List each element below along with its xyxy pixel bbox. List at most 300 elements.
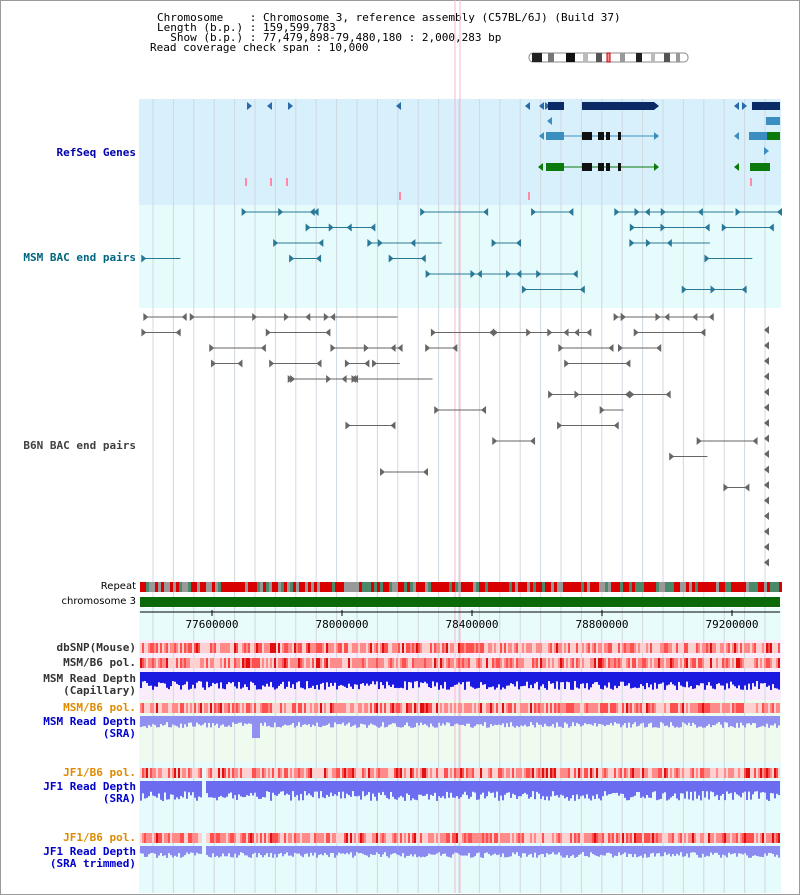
polymorphism-density [612, 658, 614, 668]
polymorphism-density [622, 768, 624, 778]
read-depth-bar [140, 716, 142, 727]
b6n-bac-label[interactable]: B6N BAC end pairs [23, 439, 136, 452]
read-depth-bar [268, 781, 270, 792]
polymorphism-density [236, 658, 238, 668]
polymorphism-density [472, 658, 474, 668]
polymorphism-density [704, 833, 706, 843]
polymorphism-density [454, 658, 456, 668]
repeat-segment [491, 582, 494, 592]
gene-exon [766, 117, 780, 125]
read-depth-bar [158, 781, 160, 794]
polymorphism-density [432, 768, 434, 778]
polymorphism-density [572, 833, 574, 843]
polymorphism-density [414, 703, 416, 713]
polymorphism-density [256, 833, 258, 843]
polymorphism-density [566, 833, 568, 843]
polymorphism-density [398, 833, 400, 843]
polymorphism-density [156, 768, 158, 778]
polymorphism-density [544, 703, 546, 713]
polymorphism-density [382, 768, 384, 778]
read-depth-bar [674, 716, 676, 728]
polymorphism-density [652, 833, 654, 843]
polymorphism-density [298, 703, 300, 713]
read-depth-bar [380, 672, 382, 682]
polymorphism-density [184, 833, 186, 843]
read-depth-bar [262, 781, 264, 797]
dbsnp-label: dbSNP(Mouse) [56, 641, 136, 654]
polymorphism-density [604, 768, 606, 778]
polymorphism-density [210, 703, 212, 713]
polymorphism-density [686, 833, 688, 843]
polymorphism-density [228, 658, 230, 668]
read-depth-bar [518, 846, 520, 856]
read-depth-bar [736, 672, 738, 688]
polymorphism-density [622, 703, 624, 713]
polymorphism-density [678, 768, 680, 778]
read-depth-bar [426, 781, 428, 794]
read-depth-bar [586, 716, 588, 724]
polymorphism-density [328, 643, 330, 653]
polymorphism-density [656, 703, 658, 713]
polymorphism-density [532, 768, 534, 778]
read-depth-bar [750, 672, 752, 690]
polymorphism-density [702, 658, 704, 668]
polymorphism-density [348, 833, 350, 843]
polymorphism-density [614, 643, 616, 653]
read-depth-bar [278, 781, 280, 794]
polymorphism-density [256, 768, 258, 778]
polymorphism-density [260, 658, 262, 668]
repeat-segment [524, 582, 527, 592]
read-depth-bar [148, 846, 150, 854]
read-depth-bar [544, 716, 546, 724]
polymorphism-density [196, 768, 198, 778]
read-depth-bar [276, 781, 278, 796]
read-depth-bar [156, 716, 158, 727]
bac-end [143, 313, 148, 321]
polymorphism-density [198, 768, 200, 778]
read-depth-bar [184, 672, 186, 684]
polymorphism-density [436, 703, 438, 713]
polymorphism-density [714, 833, 716, 843]
read-depth-bar [628, 846, 630, 854]
read-depth-bar [690, 716, 692, 726]
polymorphism-density [510, 768, 512, 778]
read-depth-bar [512, 781, 514, 794]
polymorphism-density [448, 703, 450, 713]
read-depth-bar [670, 846, 672, 856]
read-depth-bar [298, 781, 300, 800]
polymorphism-density [620, 703, 622, 713]
repeat-segment [248, 582, 251, 592]
polymorphism-density [642, 643, 644, 653]
polymorphism-density [728, 643, 730, 653]
polymorphism-density [282, 703, 284, 713]
polymorphism-density [486, 643, 488, 653]
refseq-genes-label[interactable]: RefSeq Genes [56, 146, 136, 159]
read-depth-bar [450, 716, 452, 726]
polymorphism-density [188, 833, 190, 843]
repeat-segment [443, 582, 446, 592]
polymorphism-density [478, 643, 480, 653]
polymorphism-density [154, 768, 156, 778]
polymorphism-density [642, 833, 644, 843]
polymorphism-density [502, 768, 504, 778]
polymorphism-density [632, 658, 634, 668]
polymorphism-density [198, 643, 200, 653]
read-depth-bar [316, 846, 318, 858]
polymorphism-density [752, 833, 754, 843]
gene-arrow [654, 132, 659, 140]
read-depth-bar [544, 672, 546, 688]
read-depth-bar [190, 846, 192, 853]
polymorphism-density [422, 703, 424, 713]
read-depth-bar [280, 846, 282, 853]
polymorphism-density [274, 768, 276, 778]
read-depth-bar [154, 781, 156, 796]
polymorphism-density [610, 768, 612, 778]
read-depth-bar [220, 781, 222, 796]
read-depth-bar [742, 781, 744, 793]
read-depth-bar [594, 672, 596, 682]
polymorphism-density [292, 703, 294, 713]
polymorphism-density [672, 768, 674, 778]
polymorphism-density [470, 658, 472, 668]
read-depth-bar [506, 716, 508, 723]
polymorphism-density [216, 643, 218, 653]
read-depth-bar [564, 846, 566, 858]
polymorphism-density [146, 643, 148, 653]
repeat-segment [245, 582, 248, 592]
bac-end [330, 344, 335, 352]
polymorphism-density [154, 658, 156, 668]
polymorphism-density [316, 768, 318, 778]
polymorphism-density [528, 768, 530, 778]
polymorphism-density [642, 768, 644, 778]
read-depth-bar [326, 781, 328, 795]
read-depth-bar [434, 716, 436, 728]
polymorphism-density [368, 643, 370, 653]
read-depth-bar [762, 672, 764, 683]
read-depth-bar [378, 781, 380, 793]
read-depth-bar [536, 781, 538, 792]
read-depth-bar [774, 716, 776, 724]
polymorphism-density [218, 703, 220, 713]
polymorphism-density [420, 703, 422, 713]
polymorphism-density [708, 703, 710, 713]
polymorphism-density [682, 833, 684, 843]
read-depth-bar [482, 846, 484, 858]
polymorphism-density [156, 833, 158, 843]
polymorphism-density [280, 833, 282, 843]
read-depth-bar [650, 716, 652, 723]
read-depth-bar [752, 846, 754, 856]
read-depth-bar [736, 716, 738, 723]
polymorphism-density [408, 768, 410, 778]
repeat-segment [503, 582, 506, 592]
polymorphism-density [258, 658, 260, 668]
polymorphism-density [580, 643, 582, 653]
polymorphism-density [534, 768, 536, 778]
polymorphism-density [334, 703, 336, 713]
polymorphism-density [360, 768, 362, 778]
read-depth-bar [720, 781, 722, 796]
polymorphism-density [592, 643, 594, 653]
read-depth-bar [692, 781, 694, 800]
polymorphism-density [452, 833, 454, 843]
polymorphism-density [772, 833, 774, 843]
read-depth-bar [426, 846, 428, 856]
read-depth-bar [152, 716, 154, 724]
read-depth-bar [470, 846, 472, 858]
read-depth-bar [256, 716, 258, 738]
polymorphism-density [660, 658, 662, 668]
read-depth-bar [718, 672, 720, 683]
polymorphism-density [588, 643, 590, 653]
read-depth-bar [290, 672, 292, 688]
read-depth-bar [336, 846, 338, 855]
read-depth-bar [372, 716, 374, 725]
read-depth-bar [474, 672, 476, 689]
repeat-segment [296, 582, 299, 592]
read-depth-bar [260, 672, 262, 689]
read-depth-bar [504, 716, 506, 727]
read-depth-bar [462, 846, 464, 856]
polymorphism-density [524, 833, 526, 843]
polymorphism-density [532, 643, 534, 653]
polymorphism-density [576, 833, 578, 843]
polymorphism-density [242, 703, 244, 713]
read-depth-bar [506, 846, 508, 857]
read-depth-bar [524, 672, 526, 686]
polymorphism-density [406, 768, 408, 778]
read-depth-bar [284, 716, 286, 725]
read-depth-bar [432, 672, 434, 681]
polymorphism-density [274, 643, 276, 653]
read-depth-bar [494, 781, 496, 798]
repeat-segment [515, 582, 518, 592]
bac-end [481, 406, 486, 414]
polymorphism-density [444, 833, 446, 843]
polymorphism-density [646, 658, 648, 668]
read-depth-bar [342, 846, 344, 853]
bac-end [284, 313, 289, 321]
read-depth-bar [430, 846, 432, 854]
read-depth-bar [228, 781, 230, 793]
polymorphism-density [412, 658, 414, 668]
repeat-segment [263, 582, 266, 592]
read-depth-bar [600, 846, 602, 855]
read-depth-bar [182, 846, 184, 857]
jf1-b6-pol-label: JF1/B6 pol. [63, 766, 136, 779]
polymorphism-density [502, 703, 504, 713]
read-depth-bar [512, 672, 514, 684]
polymorphism-density [254, 643, 256, 653]
polymorphism-density [276, 658, 278, 668]
read-depth-bar [646, 716, 648, 727]
polymorphism-density [460, 833, 462, 843]
polymorphism-density [668, 833, 670, 843]
read-depth-bar [452, 672, 454, 687]
polymorphism-density [512, 643, 514, 653]
polymorphism-density [228, 643, 230, 653]
read-depth-bar [482, 716, 484, 726]
polymorphism-density [590, 833, 592, 843]
polymorphism-density [478, 658, 480, 668]
repeat-segment [761, 582, 764, 592]
read-depth-bar [438, 781, 440, 796]
polymorphism-density [464, 768, 466, 778]
read-depth-bar [288, 716, 290, 725]
read-depth-bar [700, 846, 702, 858]
read-depth-bar [292, 716, 294, 723]
polymorphism-density [628, 643, 630, 653]
repeat-segment [674, 582, 677, 592]
polymorphism-density [338, 833, 340, 843]
read-depth-bar [778, 672, 780, 690]
polymorphism-density [530, 768, 532, 778]
read-depth-bar [270, 672, 272, 682]
polymorphism-density [196, 703, 198, 713]
polymorphism-density [522, 643, 524, 653]
polymorphism-density [560, 833, 562, 843]
polymorphism-density [402, 703, 404, 713]
polymorphism-density [652, 703, 654, 713]
read-depth-bar [376, 672, 378, 681]
read-depth-bar [672, 716, 674, 726]
polymorphism-density [552, 643, 554, 653]
polymorphism-density [650, 643, 652, 653]
read-depth-bar [744, 672, 746, 685]
read-depth-bar [518, 716, 520, 727]
repeat-segment [377, 582, 380, 592]
polymorphism-density [380, 703, 382, 713]
read-depth-bar [406, 672, 408, 690]
polymorphism-density [372, 658, 374, 668]
polymorphism-density [688, 833, 690, 843]
read-depth-bar [278, 672, 280, 686]
read-depth-bar [468, 781, 470, 799]
polymorphism-density [192, 643, 194, 653]
polymorphism-density [736, 658, 738, 668]
read-depth-bar [234, 672, 236, 686]
bac-end [370, 224, 375, 232]
read-depth-bar [486, 846, 488, 852]
polymorphism-density [530, 833, 532, 843]
bac-end [345, 422, 350, 430]
read-depth-bar [334, 781, 336, 794]
polymorphism-density [690, 833, 692, 843]
read-depth-bar [174, 846, 176, 856]
polymorphism-density [644, 643, 646, 653]
read-depth-bar [470, 716, 472, 727]
polymorphism-density [232, 703, 234, 713]
read-depth-bar [700, 672, 702, 683]
bac-end [646, 239, 651, 247]
read-depth-bar [646, 672, 648, 683]
polymorphism-density [656, 833, 658, 843]
read-depth-bar [252, 781, 254, 795]
polymorphism-density [186, 703, 188, 713]
read-depth-bar [364, 716, 366, 725]
polymorphism-density [546, 703, 548, 713]
polymorphism-density [548, 643, 550, 653]
polymorphism-density [638, 833, 640, 843]
polymorphism-density [240, 643, 242, 653]
read-depth-bar [448, 716, 450, 723]
polymorphism-density [320, 833, 322, 843]
polymorphism-density [194, 833, 196, 843]
read-depth-bar [654, 716, 656, 727]
polymorphism-density [344, 833, 346, 843]
polymorphism-density [666, 658, 668, 668]
polymorphism-density [192, 658, 194, 668]
read-depth-bar [698, 781, 700, 795]
polymorphism-density [220, 833, 222, 843]
polymorphism-density [590, 643, 592, 653]
repeat-segment [662, 582, 665, 592]
polymorphism-density [540, 643, 542, 653]
read-depth-bar [192, 846, 194, 853]
read-depth-bar [274, 781, 276, 795]
read-depth-bar [620, 846, 622, 855]
read-depth-bar [350, 781, 352, 797]
polymorphism-density [574, 658, 576, 668]
read-depth-bar [234, 846, 236, 854]
read-depth-bar [502, 672, 504, 687]
read-depth-bar [676, 846, 678, 854]
read-depth-bar [252, 672, 254, 683]
read-depth-bar [596, 672, 598, 682]
read-depth-bar [654, 781, 656, 791]
polymorphism-density [370, 643, 372, 653]
polymorphism-density [762, 833, 764, 843]
polymorphism-density [404, 833, 406, 843]
polymorphism-density [182, 833, 184, 843]
read-depth-bar [740, 781, 742, 797]
read-depth-bar [694, 716, 696, 725]
read-depth-bar [180, 672, 182, 690]
polymorphism-density [496, 643, 498, 653]
read-depth-bar [468, 672, 470, 682]
read-depth-bar [532, 716, 534, 725]
polymorphism-density [476, 833, 478, 843]
read-depth-bar [258, 846, 260, 853]
read-depth-bar [402, 846, 404, 853]
bac-end [389, 255, 394, 263]
polymorphism-density [190, 703, 192, 713]
bac-end [516, 270, 521, 278]
read-depth-bar [314, 716, 316, 726]
read-depth-bar [272, 781, 274, 793]
read-depth-bar [306, 716, 308, 725]
polymorphism-density [230, 768, 232, 778]
polymorphism-density [320, 643, 322, 653]
read-depth-bar [308, 846, 310, 857]
bac-end [666, 391, 671, 399]
polymorphism-density [468, 833, 470, 843]
msm-bac-label[interactable]: MSM BAC end pairs [23, 251, 136, 264]
polymorphism-density [706, 643, 708, 653]
read-depth-bar [154, 672, 156, 686]
polymorphism-density [750, 703, 752, 713]
polymorphism-density [364, 703, 366, 713]
read-depth-bar [416, 846, 418, 857]
gene-exon [749, 132, 767, 140]
polymorphism-density [328, 703, 330, 713]
polymorphism-density [190, 658, 192, 668]
polymorphism-density [284, 833, 286, 843]
